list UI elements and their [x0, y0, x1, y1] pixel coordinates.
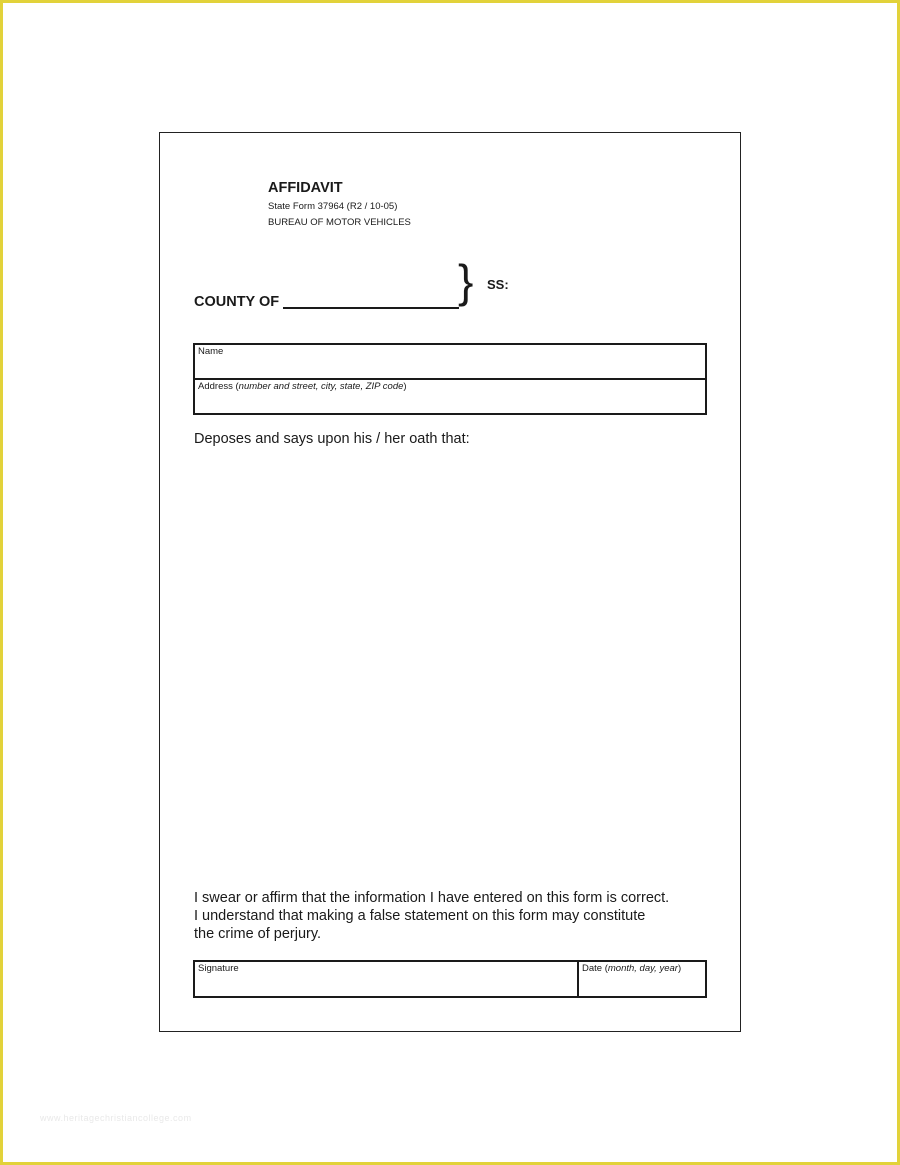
name-field[interactable]	[193, 343, 707, 380]
oath-line: I understand that making a false statement on this form may constitute	[194, 908, 646, 924]
signature-field[interactable]	[193, 960, 579, 998]
deposes-statement: Deposes and says upon his / her oath that:	[194, 431, 470, 447]
ss-label: SS:	[487, 277, 509, 292]
oath-statement	[194, 889, 669, 943]
form-title: AFFIDAVIT	[268, 180, 343, 196]
county-label: COUNTY OF	[194, 294, 280, 310]
oath-line: the crime of perjury.	[194, 926, 322, 942]
oath-line: I swear or affirm that the information I have entered on this form is correct.	[194, 890, 670, 906]
watermark: www.heritagechristiancollege.com	[40, 1113, 192, 1123]
name-label: Name	[198, 346, 224, 357]
address-field[interactable]	[193, 378, 707, 415]
agency-name: BUREAU OF MOTOR VEHICLES	[268, 217, 411, 228]
signature-label: Signature	[198, 963, 239, 974]
address-label: Address (number and street, city, state, ZIP code)	[198, 381, 407, 392]
date-label: Date (month, day, year)	[582, 963, 682, 974]
form-number: State Form 37964 (R2 / 10-05)	[268, 201, 398, 212]
county-field[interactable]	[283, 307, 459, 309]
date-field[interactable]	[577, 960, 707, 998]
venue-brace: }	[458, 255, 474, 307]
